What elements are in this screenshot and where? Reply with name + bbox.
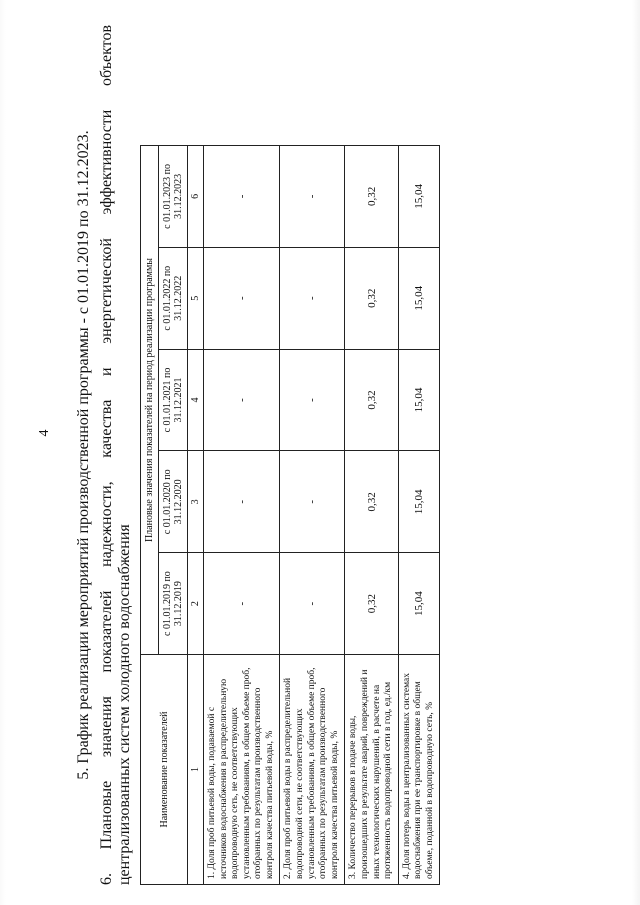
indicator-value: 15,04 <box>398 451 440 553</box>
indicator-value: 0,32 <box>345 146 398 248</box>
indicator-name: 2. Доля проб питьевой воды в распределительной водопроводной сети, не соответствующих установленным требованиям, в общем объеме проб, отобранных по результатам производственного контроля качества питьевой воды, % <box>280 655 345 885</box>
header-period-2023: с 01.01.2023 по 31.12.2023 <box>159 146 188 248</box>
column-number: 3 <box>188 451 204 553</box>
indicator-value: 0,32 <box>345 247 398 349</box>
column-number: 6 <box>188 146 204 248</box>
table-row <box>345 146 398 885</box>
section-6-title-line-2: централизованных систем холодного водоснабжения <box>116 524 134 885</box>
table-row <box>280 146 345 885</box>
section-5-title: 5. График реализации мероприятий производственной программы - с 01.01.2019 по 31.12.2023. <box>75 130 92 780</box>
indicator-value: 0,32 <box>345 553 398 655</box>
column-number: 2 <box>188 553 204 655</box>
column-number: 4 <box>188 349 204 451</box>
indicator-value: - <box>204 146 280 248</box>
indicator-value: - <box>280 146 345 248</box>
indicator-value: 0,32 <box>345 349 398 451</box>
header-indicator-name: Наименование показателей <box>141 655 188 885</box>
indicator-value: - <box>280 247 345 349</box>
indicator-value: - <box>204 349 280 451</box>
indicator-value: - <box>280 349 345 451</box>
indicator-value: 15,04 <box>398 553 440 655</box>
indicator-value: - <box>204 451 280 553</box>
table-row <box>204 146 280 885</box>
rotated-page-content <box>70 25 600 885</box>
indicator-value: 15,04 <box>398 349 440 451</box>
header-period-2020: с 01.01.2020 по 31.12.2020 <box>159 451 188 553</box>
indicator-value: 15,04 <box>398 247 440 349</box>
header-period-2021: с 01.01.2021 по 31.12.2021 <box>159 349 188 451</box>
header-period-2022: с 01.01.2022 по 31.12.2022 <box>159 247 188 349</box>
indicator-value: - <box>204 247 280 349</box>
header-planned-values: Плановые значения показателей на период реализации программы <box>141 146 159 655</box>
indicator-value: - <box>204 553 280 655</box>
section-6-title-line-1: 6. Плановые значения показателей надежности, качества и энергетической эффективности объектов <box>98 25 115 885</box>
indicators-table <box>140 145 440 885</box>
column-number: 1 <box>188 655 204 885</box>
indicator-value: 15,04 <box>398 146 440 248</box>
indicator-name: 1. Доля проб питьевой воды, подаваемой с источников водоснабжения в распределительную водопроводную сеть, не соответствующих установленным требованиям, в общем объеме проб, отобранных по результатам производственного контроля качества питьевой воды, % <box>204 655 280 885</box>
column-number-row <box>188 146 204 885</box>
table-row <box>398 146 440 885</box>
indicator-value: 0,32 <box>345 451 398 553</box>
header-period-2019: с 01.01.2019 по 31.12.2019 <box>159 553 188 655</box>
section-6-title <box>98 25 135 885</box>
page-number: 4 <box>37 429 52 437</box>
indicator-name: 4. Доля потерь воды в централизованных системах водоснабжения при ее транспортировке в общем объеме, поданной в водопроводную сеть, % <box>398 655 440 885</box>
indicator-value: - <box>280 553 345 655</box>
column-number: 5 <box>188 247 204 349</box>
indicator-value: - <box>280 451 345 553</box>
indicator-name: 3. Количество перерывов в подаче воды, произошедших в результате аварий, повреждений и иных технологических нарушений, в расчете на протяженность водопроводной сети в год, ед./км <box>345 655 398 885</box>
